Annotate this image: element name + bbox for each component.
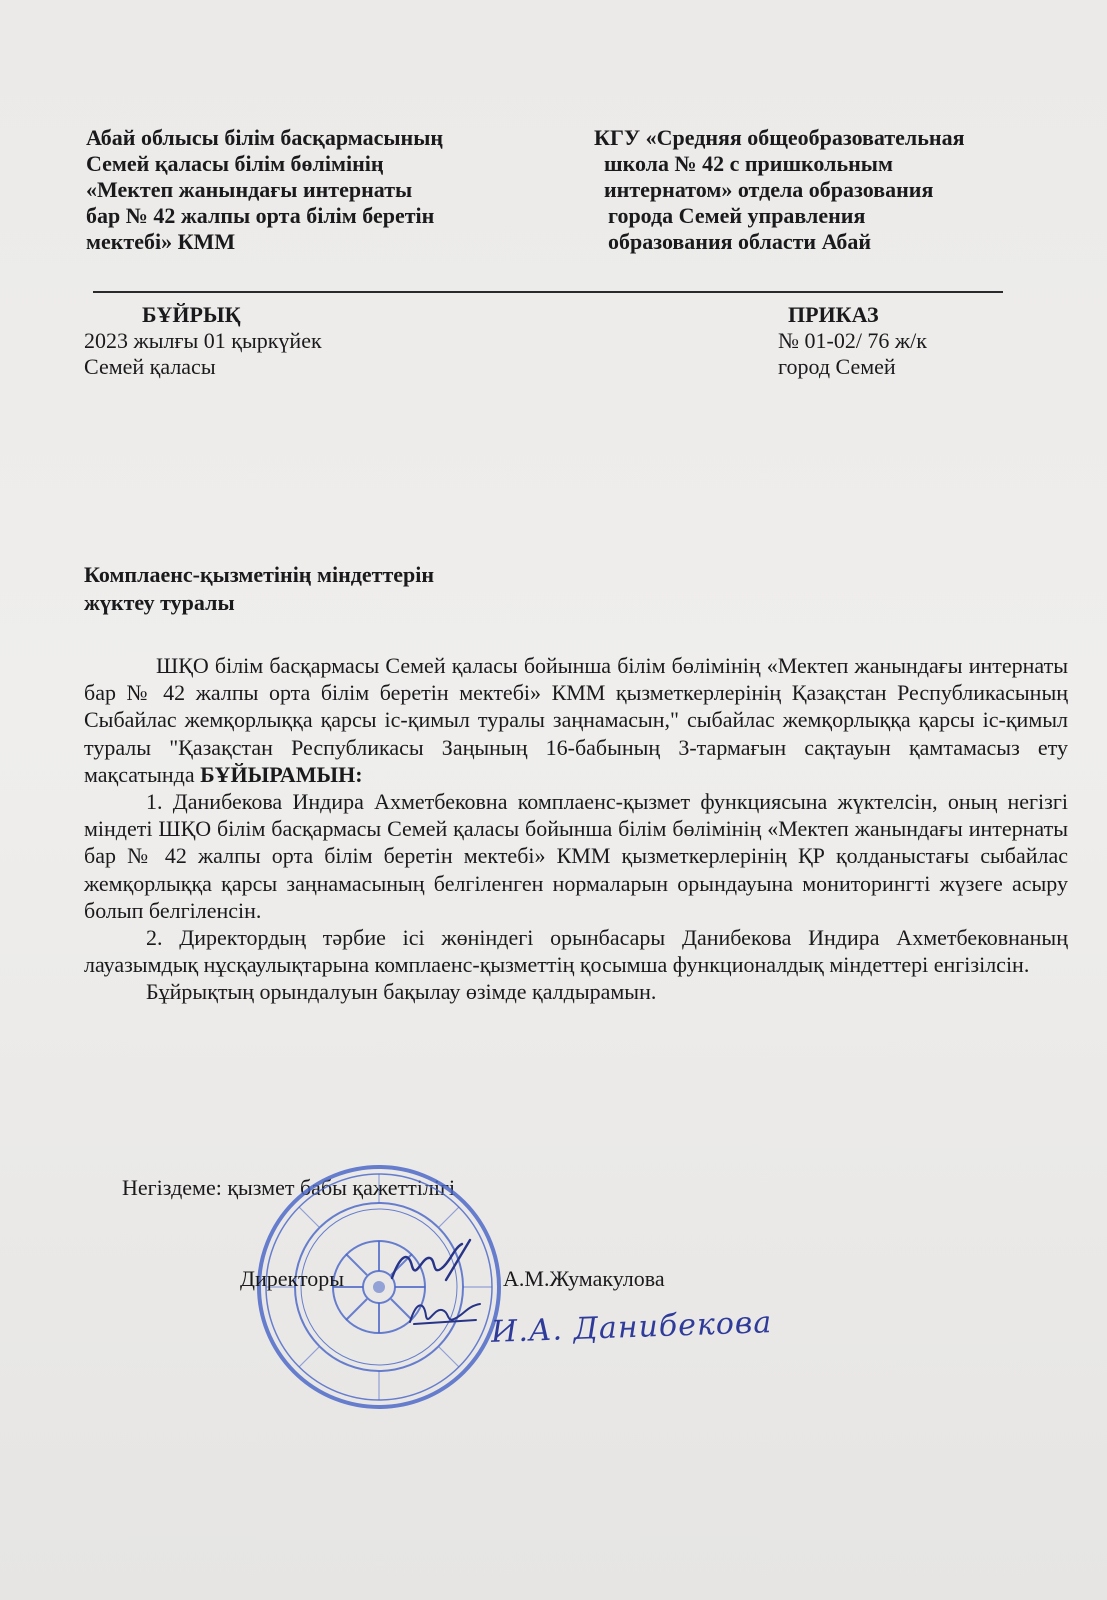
order-title-kazakh: БҰЙРЫҚ [142, 302, 241, 327]
order-word: БҰЙЫРАМЫН: [200, 761, 363, 787]
header-left-line: мектебі» КММ [86, 229, 236, 254]
order-number: № 01-02/ 76 ж/к [778, 328, 927, 353]
order-meta-kazakh [84, 302, 322, 380]
subject-line: жүктеу туралы [84, 590, 235, 615]
basis-line: Негіздеме: қызмет бабы қажеттілігі [122, 1175, 456, 1200]
director-signature [386, 1236, 478, 1296]
order-city-russian: город Семей [778, 354, 896, 379]
header-right-russian [594, 125, 964, 255]
header-left-line: Семей қаласы білім бөлімінің [86, 151, 384, 176]
handwritten-acknowledgement: И.А. Данибекова [490, 1305, 773, 1350]
order-item-1: 1. Данибекова Индира Ахметбековна комплаенс-қызмет функциясына жүктелсін, оның негізгі міндеті ШҚО білім басқармасы Семей қаласы бойынша білім бөлімінің «Мектеп жанындағы интернаты бар № 42 жалпы орта білім беретін мектебі» КММ қызметкерлерінің ҚР қолданыстағы сыбайлас жемқорлыққа қарсы заңнамасының белгіленген нормаларын орындауына мониторингті жүзеге асыру болып белгіленсін. [84, 789, 1068, 923]
order-city-kazakh: Семей қаласы [84, 354, 216, 379]
order-subject [84, 561, 434, 617]
header-left-kazakh [86, 125, 443, 255]
order-body [84, 652, 1068, 1006]
header-left-line: Абай облысы білім басқармасының [86, 125, 444, 150]
signatory-title: Директоры [240, 1266, 345, 1291]
second-signature [406, 1294, 486, 1332]
order-item-2: 2. Директордың тәрбие ісі жөніндегі орынбасары Данибекова Индира Ахметбековнаның лауазымдық нұсқаулықтарына комплаенс-қызметтің қосымша функционалдық міндеттері енгізілсін. [84, 925, 1068, 978]
control-paragraph: Бұйрықтың орындалуын бақылау өзімде қалдырамын. [146, 979, 657, 1005]
signatory-name: А.М.Жумакулова [503, 1266, 665, 1291]
header-left-line: «Мектеп жанындағы интернаты [86, 177, 413, 202]
header-divider [93, 291, 1003, 293]
header-left-line: бар № 42 жалпы орта білім беретін [86, 203, 435, 228]
order-date: 2023 жылғы 01 қыркүйек [84, 328, 322, 353]
subject-line: Комплаенс-қызметінің міндеттерін [84, 562, 435, 587]
header-right-line: образования области Абай [608, 229, 872, 254]
intro-paragraph [84, 652, 1068, 788]
header-right-line: КГУ «Средняя общеобразовательная [594, 125, 965, 150]
header-right-line: города Семей управления [608, 203, 866, 228]
order-title-russian: ПРИКАЗ [788, 302, 879, 327]
header-right-line: интернатом» отдела образования [604, 177, 934, 202]
intro-text: ШҚО білім басқармасы Семей қаласы бойынша білім бөлімінің «Мектеп жанындағы интернаты бар № 42 жалпы орта білім беретін мектебі» КММ қызметкерлерінің Қазақстан Республикасының Сыбайлас жемқорлыққа қарсы іс-қимыл туралы заңнамасын," сыбайлас жемқорлыққа қарсы іс-қимыл туралы "Қазақстан Республикасы Заңының 16-бабының 3-тармағын сақтауын қамтамасыз ету мақсатында [84, 653, 1068, 787]
order-meta-russian [778, 302, 927, 380]
header-right-line: школа № 42 с пришкольным [604, 151, 893, 176]
